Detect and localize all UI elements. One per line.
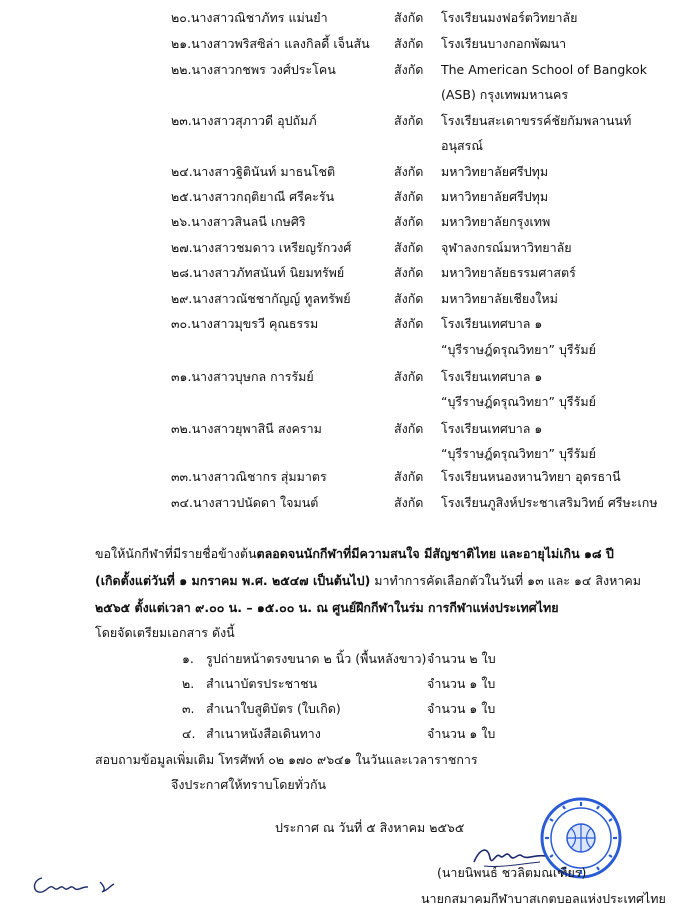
affiliation-label: สังกัด	[394, 214, 424, 229]
announcement-line: จึงประกาศให้ทราบโดยทั่วกัน	[171, 777, 327, 792]
paragraph-text: ขอให้นักกีฬาที่มีรายชื่อข้างต้น	[95, 546, 257, 561]
list-item-continuation	[0, 135, 696, 157]
list-item	[0, 492, 696, 514]
document-number: ๓.	[182, 701, 195, 716]
member-school: “บุรีราษฎ์ดรุณวิทยา” บุรีรัมย์	[441, 342, 596, 357]
document-number: ๔.	[182, 726, 196, 741]
list-item	[0, 161, 696, 183]
document-name: สำเนาหนังสือเดินทาง	[206, 726, 321, 741]
member-name: ๒๑.นางสาวพริสซิล่า แลงกิลดี้ เจ็นสัน	[171, 36, 370, 51]
member-school: มหาวิทยาลัยศรีปทุม	[441, 164, 549, 179]
member-school: โรงเรียนภูสิงห์ประชาเสริมวิทย์ ศรีษะเกษ	[441, 495, 658, 510]
member-school: มหาวิทยาลัยธรรมศาสตร์	[441, 265, 576, 280]
list-item	[0, 59, 696, 81]
paragraph-line	[95, 595, 655, 620]
member-school: โรงเรียนบางกอกพัฒนา	[441, 36, 567, 51]
affiliation-label: สังกัด	[394, 291, 424, 306]
member-school: โรงเรียนเทศบาล ๑	[441, 316, 543, 331]
initials-signature-icon	[30, 870, 125, 900]
member-name: ๓๔.นางสาวปนัดดา ใจมนต์	[171, 495, 319, 510]
affiliation-label: สังกัด	[394, 495, 424, 510]
member-name: ๓๓.นางสาวณิชากร สุ่มมาตร	[171, 469, 327, 484]
paragraph-line	[95, 568, 655, 593]
member-school: The American School of Bangkok	[441, 62, 647, 77]
member-name: ๓๒.นางสาวยุพาสินี สงคราม	[171, 421, 322, 436]
affiliation-label: สังกัด	[394, 421, 424, 436]
list-item	[0, 262, 696, 284]
affiliation-label: สังกัด	[394, 189, 424, 204]
list-item-continuation	[0, 84, 696, 106]
paragraph-text: มาทำการคัดเลือกตัวในวันที่ ๑๓ และ ๑๔ สิงหาคม	[370, 573, 641, 588]
member-school: โรงเรียนสะเดาขรรค์ชัยกัมพลานนท์	[441, 113, 632, 128]
member-school: (ASB) กรุงเทพมหานคร	[441, 87, 569, 102]
document-quantity: จำนวน ๑ ใบ	[427, 726, 496, 741]
member-name: ๒๘.นางสาวภัทสนันท์ นิยมทรัพย์	[171, 265, 345, 280]
member-school: “บุรีราษฎ์ดรุณวิทยา” บุรีรัมย์	[441, 446, 596, 461]
document-name: รูปถ่ายหน้าตรงขนาด ๒ นิ้ว (พื้นหลังขาว)	[206, 651, 427, 666]
member-school: จุฬาลงกรณ์มหาวิทยาลัย	[441, 240, 572, 255]
member-school: มหาวิทยาลัยกรุงเทพ	[441, 214, 551, 229]
affiliation-label: สังกัด	[394, 164, 424, 179]
member-school: มหาวิทยาลัยเชียงใหม่	[441, 291, 558, 306]
paragraph-line	[95, 541, 655, 566]
document-name: สำเนาบัตรประชาชน	[206, 676, 318, 691]
affiliation-label: สังกัด	[394, 316, 424, 331]
document-number: ๒.	[182, 676, 195, 691]
paragraph-line	[95, 620, 655, 645]
affiliation-label: สังกัด	[394, 10, 424, 25]
member-name: ๒๒.นางสาวกชพร วงศ์ประโคน	[171, 62, 336, 77]
member-name: ๓๑.นางสาวบุษกล การรัมย์	[171, 369, 314, 384]
paragraph-bold-text: ๒๕๖๕ ตั้งแต่เวลา ๙.๐๐ น. – ๑๕.๐๐ น. ณ ศูนย์ฝึกกีฬาในร่ม การกีฬาแห่งประเทศไทย	[95, 600, 559, 615]
member-school: “บุรีราษฎ์ดรุณวิทยา” บุรีรัมย์	[441, 394, 596, 409]
list-item	[0, 211, 696, 233]
paragraph-bold-text: (เกิดตั้งแต่วันที่ ๑ มกราคม พ.ศ. ๒๕๔๗ เป็นต้นไป)	[95, 573, 371, 588]
list-item	[0, 288, 696, 310]
list-item	[0, 186, 696, 208]
announcement-date: ประกาศ ณ วันที่ ๕ สิงหาคม ๒๕๖๕	[275, 820, 465, 835]
member-school: อนุสรณ์	[441, 138, 483, 153]
member-school: โรงเรียนมงฟอร์ตวิทยาลัย	[441, 10, 578, 25]
list-item	[0, 366, 696, 388]
list-item	[0, 418, 696, 440]
list-item-continuation	[0, 339, 696, 361]
list-item	[0, 697, 696, 721]
list-item	[0, 7, 696, 29]
member-name: ๒๖.นางสาวสินลนี เกษศิริ	[171, 214, 306, 229]
document-number: ๑.	[182, 651, 194, 666]
affiliation-label: สังกัด	[394, 265, 424, 280]
list-item-continuation	[0, 391, 696, 413]
affiliation-label: สังกัด	[394, 113, 424, 128]
paragraph-text: โดยจัดเตรียมเอกสาร ดังนี้	[95, 625, 235, 640]
document-quantity: จำนวน ๑ ใบ	[427, 701, 496, 716]
member-name: ๒๕.นางสาวกฤติยาณี ศรีคะรัน	[171, 189, 335, 204]
contact-line: สอบถามข้อมูลเพิ่มเติม โทรศัพท์ ๐๒ ๑๗๐ ๙๖๔๑ ในวันและเวลาราชการ	[95, 752, 478, 767]
member-name: ๒๔.นางสาวฐิตินันท์ มาธนโชติ	[171, 164, 336, 179]
document-quantity: จำนวน ๑ ใบ	[427, 676, 496, 691]
affiliation-label: สังกัด	[394, 369, 424, 384]
list-item	[0, 647, 696, 671]
affiliation-label: สังกัด	[394, 469, 424, 484]
member-name: ๒๐.นางสาวณิชาภัทร แม่นยำ	[171, 10, 328, 25]
list-item	[0, 722, 696, 746]
list-item	[0, 33, 696, 55]
member-school: โรงเรียนเทศบาล ๑	[441, 369, 543, 384]
list-item	[0, 237, 696, 259]
paragraph-bold-text: ตลอดจนนักกีฬาที่มีความสนใจ มีสัญชาติไทย และอายุไม่เกิน ๑๘ ปี	[256, 546, 614, 561]
signer-title: นายกสมาคมกีฬาบาสเกตบอลแห่งประเทศไทย	[421, 891, 666, 906]
member-school: โรงเรียนเทศบาล ๑	[441, 421, 543, 436]
member-name: ๒๓.นางสาวสุภาวดี อุปถัมภ์	[171, 113, 317, 128]
member-name: ๒๗.นางสาวชมดาว เหรียญรักวงศ์	[171, 240, 352, 255]
affiliation-label: สังกัด	[394, 240, 424, 255]
member-school: โรงเรียนหนองหานวิทยา อุดรธานี	[441, 469, 621, 484]
member-school: มหาวิทยาลัยศรีปทุม	[441, 189, 549, 204]
document-name: สำเนาใบสูติบัตร (ใบเกิด)	[206, 701, 341, 716]
list-item	[0, 313, 696, 335]
list-item	[0, 672, 696, 696]
list-item	[0, 466, 696, 488]
document-quantity: จำนวน ๒ ใบ	[427, 651, 496, 666]
affiliation-label: สังกัด	[394, 62, 424, 77]
list-item-continuation	[0, 443, 696, 465]
member-name: ๒๙.นางสาวณัชชากัญญ์ ทูลทรัพย์	[171, 291, 351, 306]
affiliation-label: สังกัด	[394, 36, 424, 51]
list-item	[0, 110, 696, 132]
member-name: ๓๐.นางสาวมุขรวี คุณธรรม	[171, 316, 319, 331]
signer-name: (นายนิพนธ์ ชวลิตมณเฑียร)	[437, 865, 587, 880]
